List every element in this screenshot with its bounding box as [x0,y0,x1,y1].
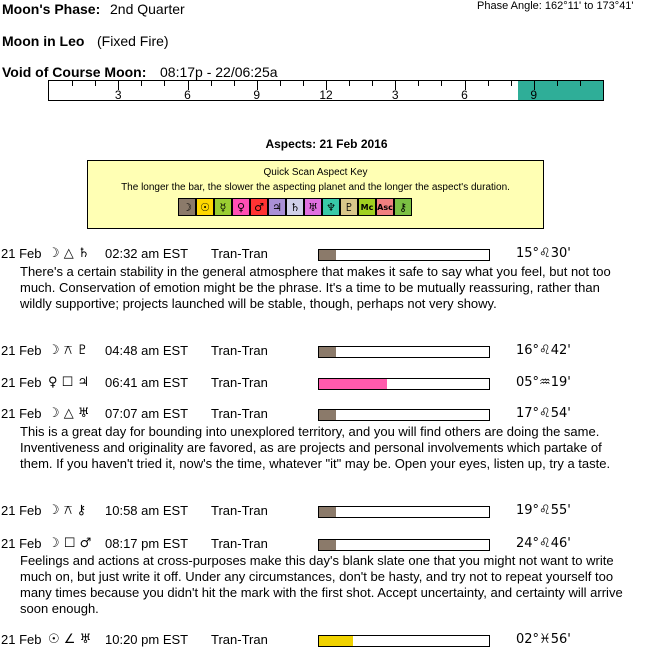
void-of-course-value: 08:17p - 22/06:25a [160,64,278,80]
aspect-duration-fill [319,540,336,550]
void-of-course-timeline [48,80,604,101]
aspect-key-swatch: ♆ [322,198,340,216]
aspect-type: Tran-Tran [211,343,268,358]
timeline-tick [72,81,73,86]
aspect-type: Tran-Tran [211,375,268,390]
timeline-tick [488,81,489,86]
aspect-duration-bar [318,506,490,518]
timeline-tick [441,81,442,86]
aspect-time: 10:58 am EST [105,503,189,518]
aspect-duration-bar [318,249,490,261]
aspect-key-swatches [178,198,412,216]
aspect-position: 05°♒19' [516,375,571,390]
aspect-duration-fill [319,250,336,260]
aspect-type: Tran-Tran [211,536,268,551]
aspect-interpretation: This is a great day for bounding into unexplored territory, and you will find others are doing the same. Inventiveness and originality are favored, as are projects and personal involvements which partake of them. If you haven't tried it, now's the time, whatever "it" may be. Open your eyes, listen up, try a taste. [20,424,611,471]
aspect-date: 21 Feb [1,536,42,551]
aspect-duration-bar [318,346,490,358]
timeline-tick [511,81,512,86]
aspect-type: Tran-Tran [211,632,268,647]
aspect-key-swatch: ♂ [250,198,268,216]
aspect-position: 15°♌30' [516,246,571,261]
aspect-duration-bar [318,409,490,421]
aspect-type: Tran-Tran [211,406,268,421]
aspect-position: 16°♌42' [516,343,571,358]
aspects-title: Aspects: 21 Feb 2016 [265,137,388,151]
aspect-duration-fill [319,347,336,357]
aspect-position: 17°♌54' [516,406,571,421]
aspect-key-swatch: ♄ [286,198,304,216]
timeline-tick [95,81,96,86]
timeline-hour-label: 3 [114,88,122,102]
aspect-key-swatch: ♃ [268,198,286,216]
aspect-duration-fill [319,507,336,517]
timeline-tick [303,81,304,86]
aspect-glyphs: ☉ ∠ ♅ [48,632,92,647]
timeline-tick [280,81,281,86]
aspect-glyphs: ☽ ⚻ ⚷ [48,503,87,518]
aspect-duration-fill [319,379,387,389]
timeline-hour-label: 3 [391,88,399,102]
aspect-time: 07:07 am EST [105,406,189,421]
timeline-tick [164,81,165,86]
aspect-time: 10:20 pm EST [105,632,189,647]
aspect-type: Tran-Tran [211,503,268,518]
moon-sign-element: (Fixed Fire) [97,33,169,49]
aspect-key-swatch: ♅ [304,198,322,216]
aspect-time: 04:48 am EST [105,343,189,358]
aspect-time: 06:41 am EST [105,375,189,390]
aspect-date: 21 Feb [1,375,42,390]
aspect-key-swatch: ♀ [232,198,250,216]
aspect-duration-bar [318,378,490,390]
void-of-course-label: Void of Course Moon: [2,64,147,80]
timeline-tick [372,81,373,86]
aspect-duration-bar [318,635,490,647]
aspect-glyphs: ☽ △ ♅ [48,406,90,421]
aspect-date: 21 Feb [1,343,42,358]
moon-sign-label: Moon in Leo [2,33,85,49]
moon-phase-label: Moon's Phase: [2,1,101,17]
aspect-date: 21 Feb [1,632,42,647]
aspect-key-swatch: ⚷ [394,198,412,216]
aspect-duration-fill [319,636,353,646]
timeline-tick [557,81,558,86]
aspect-key-box [87,160,544,229]
aspect-key-swatch: Asc [376,198,394,216]
timeline-tick [141,81,142,86]
aspect-date: 21 Feb [1,406,42,421]
aspect-duration-fill [319,410,336,420]
timeline-tick [211,81,212,86]
aspect-key-swatch: ☉ [196,198,214,216]
timeline-tick [349,81,350,86]
aspect-position: 02°♓56' [516,632,571,647]
aspect-date: 21 Feb [1,246,42,261]
timeline-hour-label: 9 [530,88,538,102]
aspect-key-swatch: Mc [358,198,376,216]
aspect-key-swatch: ☽ [178,198,196,216]
timeline-hour-label: 9 [253,88,261,102]
timeline-hour-label: 12 [319,88,333,102]
aspect-time: 02:32 am EST [105,246,189,261]
aspect-glyphs: ☽ ☐ ♂ [48,536,92,551]
timeline-tick [234,81,235,86]
timeline-tick [418,81,419,86]
moon-phase-value: 2nd Quarter [110,1,185,17]
aspect-glyphs: ☽ △ ♄ [48,246,90,261]
timeline-hour-label: 6 [461,88,468,102]
timeline-hour-label: 6 [184,88,191,102]
aspect-position: 24°♌46' [516,536,571,551]
aspect-duration-bar [318,539,490,551]
timeline-tick [580,81,581,86]
aspect-time: 08:17 pm EST [105,536,189,551]
aspect-key-swatch: ☿ [214,198,232,216]
aspect-glyphs: ♀ ☐ ♃ [48,375,90,390]
aspect-key-description: The longer the bar, the slower the aspecting planet and the longer the aspect's duration. [121,182,510,193]
aspect-key-title: Quick Scan Aspect Key [263,167,368,178]
aspect-interpretation: There's a certain stability in the general atmosphere that makes it safe to say what you feel, but not too much. Conservation of emotion might be the phrase. It's a time to be mutually reassuring, rather than wildly supportive; projects launched will be stable, though, perhaps not very showy. [20,264,611,311]
aspect-date: 21 Feb [1,503,42,518]
aspect-glyphs: ☽ ⚻ ♇ [48,343,89,358]
aspect-position: 19°♌55' [516,503,571,518]
phase-angle: Phase Angle: 162°11' to 173°41' [477,0,634,12]
aspect-key-swatch: ♇ [340,198,358,216]
aspect-interpretation: Feelings and actions at cross-purposes make this day's blank slate one that you might not want to write much on, but just write it off. Under any circumstances, don't be hasty, and try not to repeat yourself too many times because you didn't hit the mark with the first shot. Accept uncertainty, and certainty will arrive soon enough. [20,553,623,616]
aspect-type: Tran-Tran [211,246,268,261]
